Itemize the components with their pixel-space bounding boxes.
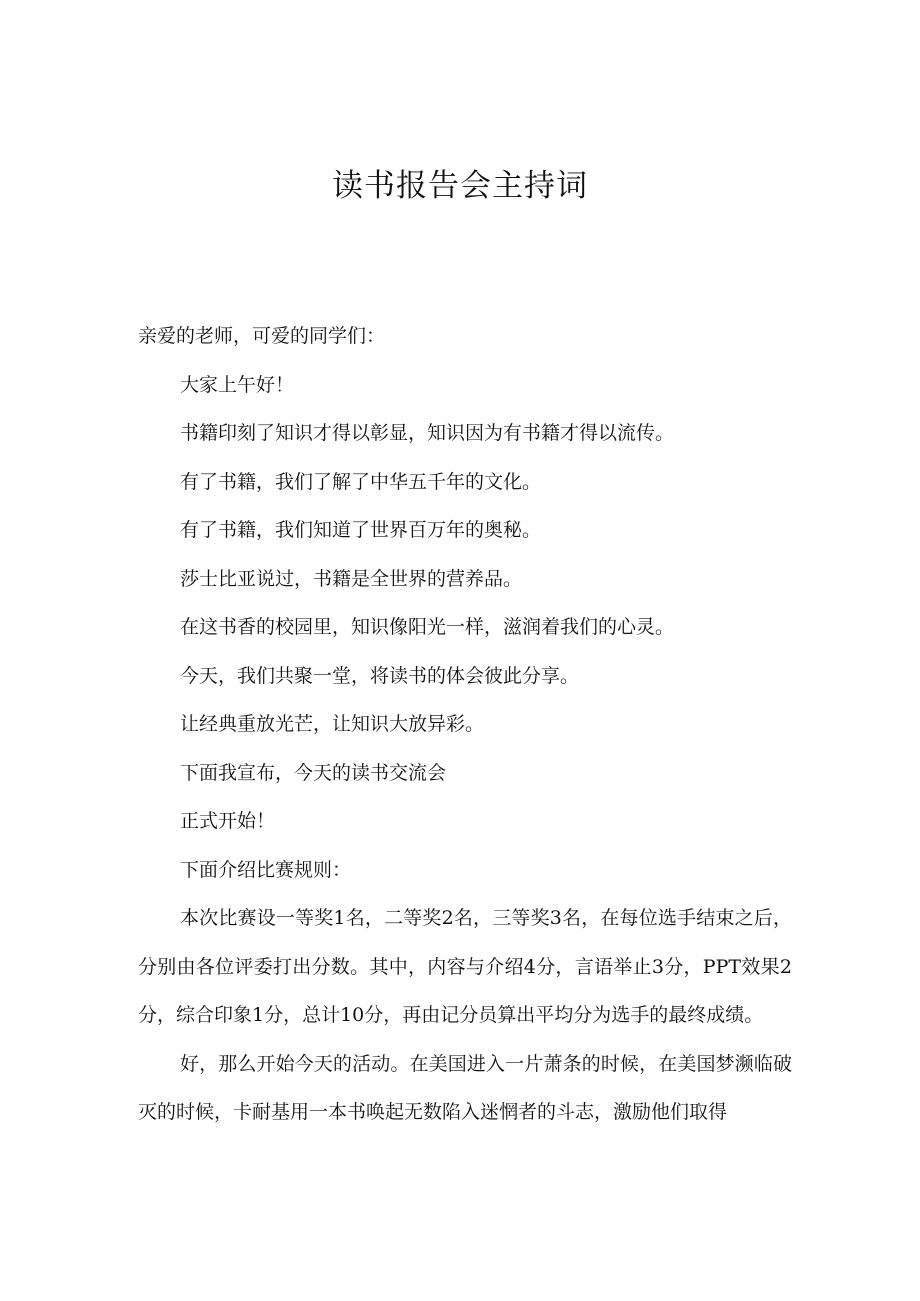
paragraph: 下面介绍比赛规则： bbox=[180, 858, 352, 881]
paragraph: 大家上午好！ bbox=[180, 373, 295, 396]
paragraph: 有了书籍，我们了解了中华五千年的文化。 bbox=[180, 470, 542, 493]
paragraph: 让经典重放光芒，让知识大放异彩。 bbox=[180, 713, 485, 735]
paragraph: 下面我宣布，今天的读书交流会 bbox=[180, 761, 447, 784]
paragraph: 莎士比亚说过，书籍是全世界的营养品。 bbox=[180, 567, 523, 590]
paragraph: 书籍印刻了知识才得以彰显，知识因为有书籍才得以流传。 bbox=[180, 422, 675, 444]
paragraph-activity: 好，那么开始今天的活动。在美国进入一片萧条的时候，在美国梦濒临破灭的时候，卡耐基用一本书唤起无数陷入迷惘者的斗志，激励他们取得 bbox=[138, 1052, 792, 1123]
salutation: 亲爱的老师，可爱的同学们： bbox=[138, 325, 386, 347]
paragraph-rules: 本次比赛设一等奖1名，二等奖2名，三等奖3名，在每位选手结束之后，分别由各位评委打出分数。其中，内容与介绍4分，言语举止3分，PPT效果2分，综合印象1分，总计10分，再由记分员算出平均分为选手的最终成绩。 bbox=[138, 907, 792, 1026]
paragraph: 今天，我们共聚一堂，将读书的体会彼此分享。 bbox=[180, 664, 580, 687]
document-body bbox=[138, 312, 792, 1137]
paragraph: 在这书香的校园里，知识像阳光一样，滋润着我们的心灵。 bbox=[180, 616, 675, 638]
document-title: 读书报告会主持词 bbox=[332, 168, 588, 204]
paragraph: 正式开始！ bbox=[180, 810, 276, 832]
paragraph: 有了书籍，我们知道了世界百万年的奥秘。 bbox=[180, 519, 542, 541]
